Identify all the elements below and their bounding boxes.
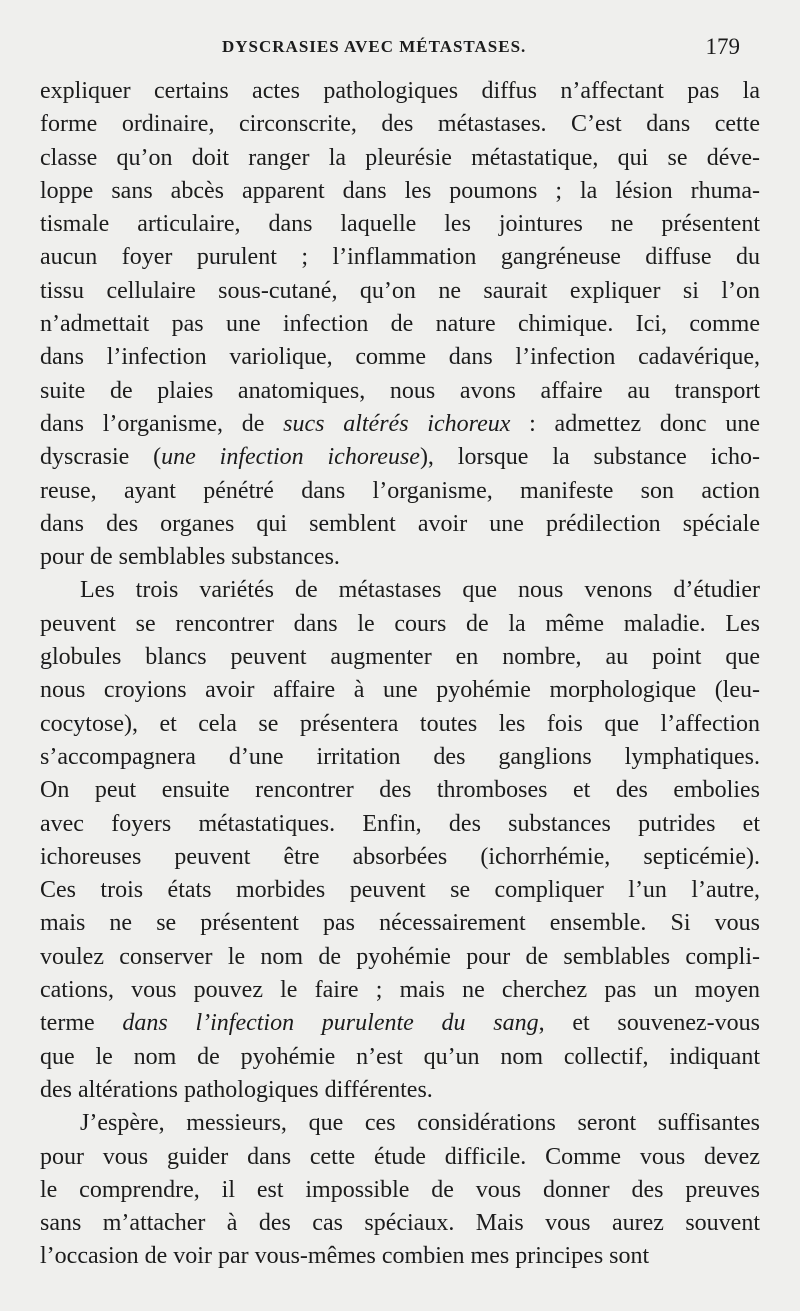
text-line	[40, 408, 760, 441]
text-line: globules blancs peuvent augmenter en nombre, au point que	[40, 644, 760, 671]
text-line: classe qu’on doit ranger la pleurésie métastatique, qui se déve-	[40, 144, 760, 171]
text-line: des altérations pathologiques différentes.	[40, 1076, 433, 1103]
text-line: s’accompagnera d’une irritation des ganglions lymphatiques.	[40, 743, 760, 770]
text-segment: dyscrasie (	[40, 444, 162, 471]
text-line: reuse, ayant pénétré dans l’organisme, manifeste son action	[40, 477, 760, 504]
text-segment: , et souvenez-vous	[538, 1010, 761, 1037]
text-line: peuvent se rencontrer dans le cours de la même maladie. Les	[40, 610, 760, 637]
text-line: mais ne se présentent pas nécessairement ensemble. Si vous	[40, 910, 760, 937]
text-line: On peut ensuite rencontrer des thromboses et des embolies	[40, 777, 760, 804]
text-line: loppe sans abcès apparent dans les poumons ; la lésion rhuma-	[40, 177, 760, 204]
text-line: n’admettait pas une infection de nature chimique. Ici, comme	[40, 311, 760, 338]
text-line: ichoreuses peuvent être absorbées (ichorrhémie, septicémie).	[40, 843, 760, 870]
text-line: pour vous guider dans cette étude difficile. Comme vous devez	[40, 1143, 760, 1170]
page-number: 179	[705, 34, 740, 59]
text-segment: dans l’organisme, de	[40, 410, 284, 437]
text-line: expliquer certains actes pathologiques diffus n’affectant pas la	[40, 78, 760, 104]
text-line: avec foyers métastatiques. Enfin, des substances putrides et	[40, 810, 760, 837]
running-title: DYSCRASIES AVEC MÉTASTASES.	[222, 37, 527, 56]
text-line: Ces trois états morbides peuvent se compliquer l’un l’autre,	[40, 877, 760, 904]
text-line: dans l’infection variolique, comme dans l’infection cadavérique,	[40, 344, 760, 371]
text-line: aucun foyer purulent ; l’inflammation gangréneuse diffuse du	[40, 244, 760, 271]
text-line: J’espère, messieurs, que ces considérations seront suffisantes	[80, 1110, 760, 1137]
italic-phrase: une infection ichoreuse	[161, 444, 420, 471]
text-line: nous croyions avoir affaire à une pyohémie morphologique (leu-	[40, 677, 760, 704]
text-line: Les trois variétés de métastases que nous venons d’étudier	[80, 577, 760, 604]
text-line: tismale articulaire, dans laquelle les jointures ne présentent	[40, 211, 760, 238]
text-line: tissu cellulaire sous-cutané, qu’on ne saurait expliquer si l’on	[40, 277, 760, 304]
text-line: dans des organes qui semblent avoir une prédilection spéciale	[40, 510, 760, 537]
text-line	[40, 1007, 760, 1040]
page-header	[40, 34, 740, 64]
text-line: cations, vous pouvez le faire ; mais ne cherchez pas un moyen	[40, 977, 760, 1004]
text-line: voulez conserver le nom de pyohémie pour de semblables compli-	[40, 943, 760, 970]
text-segment: terme	[40, 1010, 123, 1037]
text-line	[40, 441, 760, 474]
text-line: cocytose), et cela se présentera toutes les fois que l’affection	[40, 710, 760, 737]
text-line: que le nom de pyohémie n’est qu’un nom collectif, indiquant	[40, 1043, 760, 1070]
text-line: suite de plaies anatomiques, nous avons affaire au transport	[40, 377, 760, 404]
body-text	[40, 75, 760, 1274]
text-segment: : admettez donc une	[510, 410, 760, 437]
text-line: le comprendre, il est impossible de vous donner des preuves	[40, 1176, 760, 1203]
text-segment: ), lorsque la substance icho-	[419, 444, 760, 471]
italic-phrase: sucs altérés ichoreux	[283, 410, 511, 437]
text-line: sans m’attacher à des cas spéciaux. Mais vous aurez souvent	[40, 1210, 760, 1237]
text-line: l’occasion de voir par vous-mêmes combien mes principes sont	[40, 1243, 650, 1270]
text-line: forme ordinaire, circonscrite, des métastases. C’est dans cette	[40, 111, 760, 138]
italic-phrase: dans l’infection purulente du sang	[122, 1010, 539, 1037]
text-line: pour de semblables substances.	[40, 544, 340, 571]
